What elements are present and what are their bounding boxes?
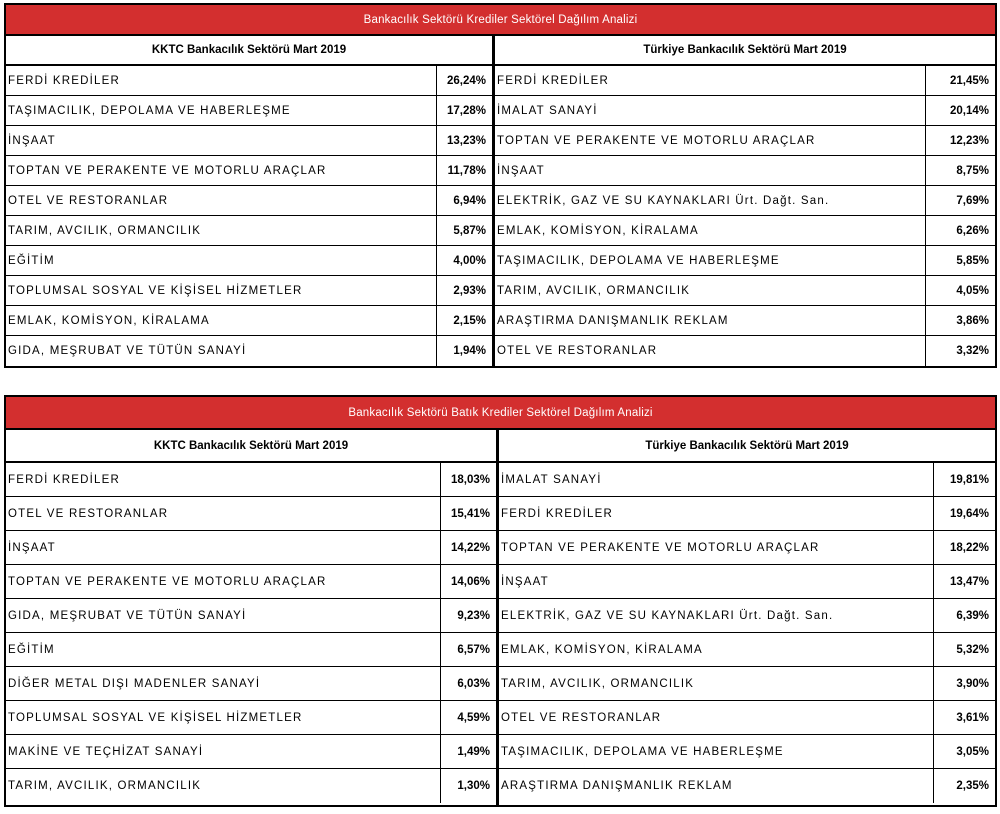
table-row (6, 156, 492, 186)
table-row (6, 735, 496, 769)
sector-label: FERDİ KREDİLER (501, 507, 614, 520)
table-row (6, 276, 492, 306)
share-value: 17,28% (436, 96, 492, 125)
sector-label: İNŞAAT (8, 541, 56, 554)
share-value: 3,86% (925, 306, 995, 335)
table-row (495, 246, 995, 276)
sector-label: TOPTAN VE PERAKENTE VE MOTORLU ARAÇLAR (501, 541, 820, 554)
table-row (6, 769, 496, 803)
share-value: 11,78% (436, 156, 492, 185)
share-value: 15,41% (440, 497, 496, 530)
table-row (495, 186, 995, 216)
share-value: 2,93% (436, 276, 492, 305)
table-row (6, 336, 492, 366)
sector-label: FERDİ KREDİLER (8, 74, 121, 87)
table-row (499, 667, 995, 701)
sector-label: İNŞAAT (501, 575, 549, 588)
kktc-column (6, 36, 495, 366)
table-row (495, 96, 995, 126)
table-row (499, 769, 995, 803)
table-row (499, 463, 995, 497)
sector-label: EMLAK, KOMİSYON, KİRALAMA (501, 643, 703, 656)
table-row (499, 735, 995, 769)
share-value: 4,00% (436, 246, 492, 275)
column-header: Türkiye Bankacılık Sektörü Mart 2019 (495, 36, 995, 66)
sector-label: ELEKTRİK, GAZ VE SU KAYNAKLARI Ürt. Dağt. San. (501, 609, 834, 622)
table-row (6, 246, 492, 276)
sector-label: DİĞER METAL DIŞI MADENLER SANAYİ (8, 677, 261, 690)
table-row (499, 633, 995, 667)
share-value: 1,30% (440, 769, 496, 803)
sector-label: GIDA, MEŞRUBAT VE TÜTÜN SANAYİ (8, 609, 247, 622)
sector-label: EĞİTİM (8, 643, 55, 656)
sector-label: OTEL VE RESTORANLAR (501, 711, 662, 724)
share-value: 14,06% (440, 565, 496, 598)
table-row (6, 216, 492, 246)
share-value: 4,59% (440, 701, 496, 734)
share-value: 2,15% (436, 306, 492, 335)
table-row (6, 463, 496, 497)
table-row (6, 126, 492, 156)
share-value: 5,85% (925, 246, 995, 275)
share-value: 13,23% (436, 126, 492, 155)
credit-distribution-table (4, 3, 997, 368)
table-row (499, 531, 995, 565)
share-value: 18,22% (933, 531, 995, 564)
table-row (6, 186, 492, 216)
table-row (6, 667, 496, 701)
sector-label: TOPTAN VE PERAKENTE VE MOTORLU ARAÇLAR (497, 134, 816, 147)
share-value: 2,35% (933, 769, 995, 803)
sector-label: TAŞIMACILIK, DEPOLAMA VE HABERLEŞME (497, 254, 780, 267)
table-row (499, 565, 995, 599)
table-row (495, 336, 995, 366)
share-value: 3,61% (933, 701, 995, 734)
share-value: 1,49% (440, 735, 496, 768)
table-title: Bankacılık Sektörü Krediler Sektörel Dağılım Analizi (6, 5, 995, 36)
sector-label: OTEL VE RESTORANLAR (8, 507, 169, 520)
table-row (6, 96, 492, 126)
sector-label: İNŞAAT (497, 164, 545, 177)
share-value: 7,69% (925, 186, 995, 215)
sector-label: FERDİ KREDİLER (497, 74, 610, 87)
sector-label: EĞİTİM (8, 254, 55, 267)
share-value: 6,03% (440, 667, 496, 700)
table-row (6, 633, 496, 667)
share-value: 3,90% (933, 667, 995, 700)
sector-label: TOPTAN VE PERAKENTE VE MOTORLU ARAÇLAR (8, 164, 327, 177)
sector-label: ARAŞTIRMA DANIŞMANLIK REKLAM (501, 780, 733, 792)
share-value: 26,24% (436, 66, 492, 95)
share-value: 1,94% (436, 336, 492, 366)
sector-label: TAŞIMACILIK, DEPOLAMA VE HABERLEŞME (8, 104, 291, 117)
table-row (495, 126, 995, 156)
share-value: 4,05% (925, 276, 995, 305)
sector-label: OTEL VE RESTORANLAR (8, 194, 169, 207)
table-row (6, 497, 496, 531)
sector-label: İMALAT SANAYİ (501, 473, 602, 486)
share-value: 19,81% (933, 463, 995, 496)
share-value: 19,64% (933, 497, 995, 530)
table-row (495, 216, 995, 246)
sector-label: ELEKTRİK, GAZ VE SU KAYNAKLARI Ürt. Dağt. San. (497, 194, 830, 207)
table-row (6, 531, 496, 565)
npl-distribution-table (4, 395, 997, 807)
sector-label: TARIM, AVCILIK, ORMANCILIK (501, 677, 695, 690)
sector-label: TAŞIMACILIK, DEPOLAMA VE HABERLEŞME (501, 745, 784, 758)
sector-label: TOPLUMSAL SOSYAL VE KİŞİSEL HİZMETLER (8, 711, 303, 724)
table-row (495, 306, 995, 336)
share-value: 21,45% (925, 66, 995, 95)
column-header: KKTC Bankacılık Sektörü Mart 2019 (6, 430, 496, 463)
sector-label: TOPLUMSAL SOSYAL VE KİŞİSEL HİZMETLER (8, 284, 303, 297)
share-value: 3,32% (925, 336, 995, 366)
table-row (495, 156, 995, 186)
sector-label: TARIM, AVCILIK, ORMANCILIK (8, 780, 202, 792)
table-row (6, 599, 496, 633)
sector-label: GIDA, MEŞRUBAT VE TÜTÜN SANAYİ (8, 345, 247, 357)
share-value: 3,05% (933, 735, 995, 768)
table-row (495, 66, 995, 96)
table-title: Bankacılık Sektörü Batık Krediler Sektörel Dağılım Analizi (6, 397, 995, 430)
table-row (499, 701, 995, 735)
turkiye-column (495, 36, 995, 366)
column-header: KKTC Bankacılık Sektörü Mart 2019 (6, 36, 492, 66)
sector-label: TARIM, AVCILIK, ORMANCILIK (497, 284, 691, 297)
column-header: Türkiye Bankacılık Sektörü Mart 2019 (499, 430, 995, 463)
share-value: 18,03% (440, 463, 496, 496)
table-row (6, 565, 496, 599)
table-row (499, 497, 995, 531)
share-value: 6,39% (933, 599, 995, 632)
kktc-column (6, 430, 499, 805)
share-value: 13,47% (933, 565, 995, 598)
share-value: 12,23% (925, 126, 995, 155)
share-value: 5,32% (933, 633, 995, 666)
share-value: 9,23% (440, 599, 496, 632)
table-row (6, 306, 492, 336)
sector-label: İNŞAAT (8, 134, 56, 147)
share-value: 8,75% (925, 156, 995, 185)
turkiye-column (499, 430, 995, 805)
share-value: 6,94% (436, 186, 492, 215)
sector-label: İMALAT SANAYİ (497, 104, 598, 117)
sector-label: MAKİNE VE TEÇHİZAT SANAYİ (8, 745, 204, 758)
share-value: 6,26% (925, 216, 995, 245)
share-value: 5,87% (436, 216, 492, 245)
table-columns (6, 36, 995, 366)
share-value: 20,14% (925, 96, 995, 125)
table-row (6, 66, 492, 96)
table-columns (6, 430, 995, 805)
sector-label: EMLAK, KOMİSYON, KİRALAMA (8, 314, 210, 327)
table-row (499, 599, 995, 633)
share-value: 14,22% (440, 531, 496, 564)
sector-label: ARAŞTIRMA DANIŞMANLIK REKLAM (497, 314, 729, 327)
sector-label: TOPTAN VE PERAKENTE VE MOTORLU ARAÇLAR (8, 575, 327, 588)
sector-label: TARIM, AVCILIK, ORMANCILIK (8, 224, 202, 237)
sector-label: OTEL VE RESTORANLAR (497, 345, 658, 357)
table-row (6, 701, 496, 735)
table-row (495, 276, 995, 306)
sector-label: EMLAK, KOMİSYON, KİRALAMA (497, 224, 699, 237)
share-value: 6,57% (440, 633, 496, 666)
sector-label: FERDİ KREDİLER (8, 473, 121, 486)
